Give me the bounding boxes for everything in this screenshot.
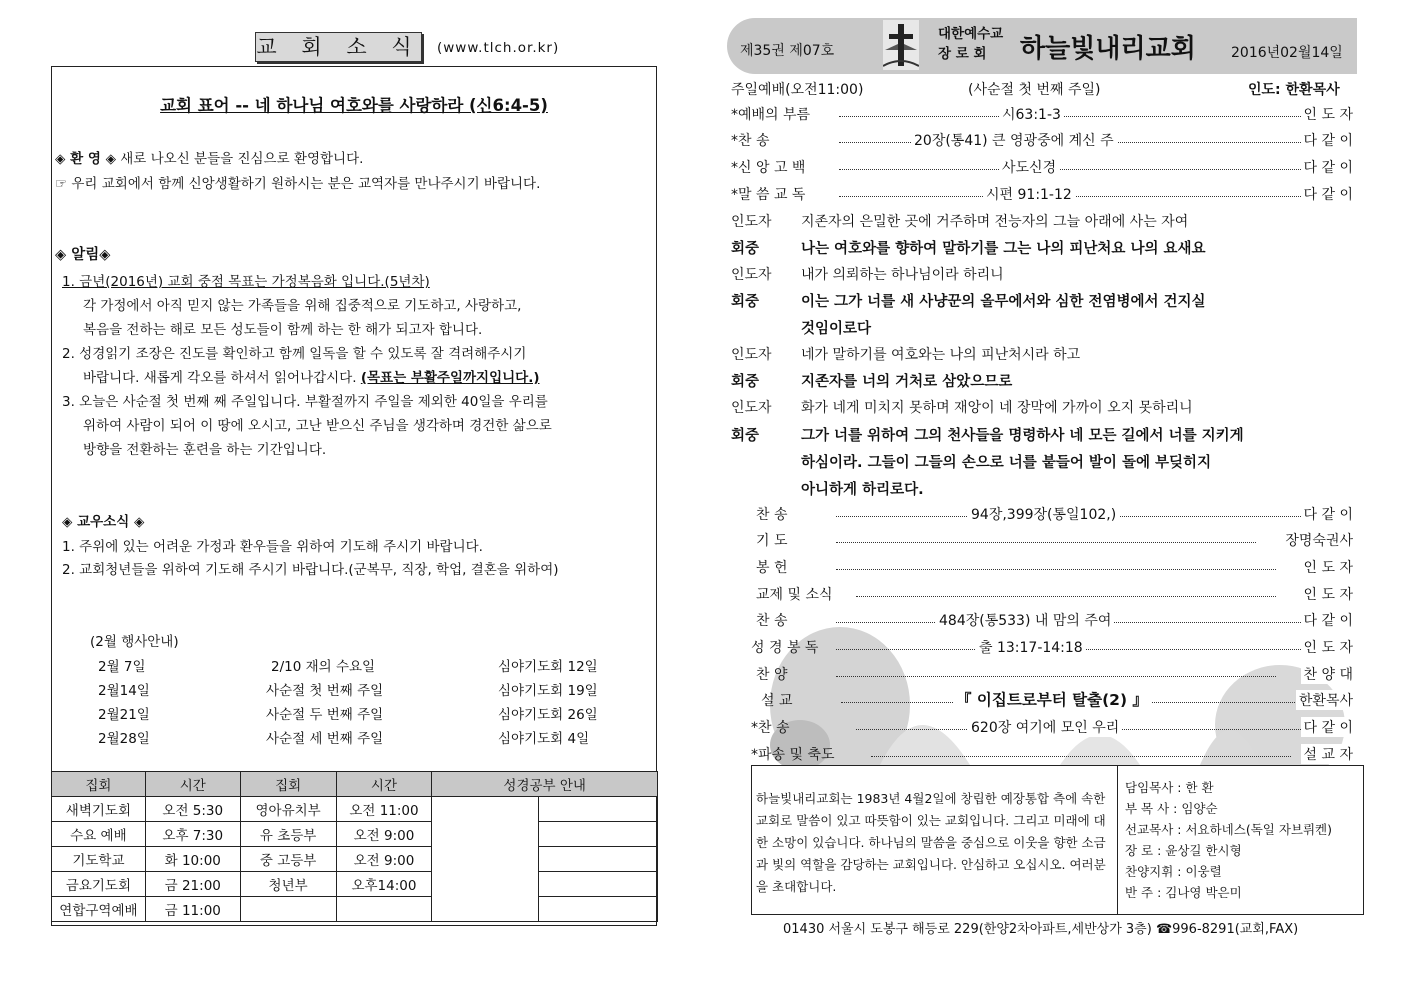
sermon-title: 『 이집트로부터 탈출(2) 』 [953, 688, 1151, 710]
notice-1a: 1. 금년(2016년) 교회 중점 목표는 가정복음화 입니다.(5년차) [62, 274, 430, 290]
worship-leader: 다 같 이 [1301, 184, 1353, 204]
notices-heading: ◈ 알림◈ [55, 247, 111, 263]
event-row [98, 727, 638, 747]
service-season: (사순절 첫 번째 주일) [968, 82, 1101, 98]
schedule-cell: 청년부 [240, 872, 336, 897]
worship-content: 20장(통41) 큰 영광중에 계신 주 [911, 130, 1117, 150]
newsletter-title: 교 회 소 식 [255, 32, 422, 62]
schedule-cell: 오전 11:00 [336, 797, 432, 822]
worship-item [731, 104, 1353, 128]
schedule-header: 집회 [52, 772, 146, 797]
event-name: 사순절 두 번째 주일 [266, 707, 384, 723]
event-prayer: 심야기도회 4일 [498, 731, 590, 747]
schedule-header: 시간 [145, 772, 240, 797]
welcome-line [55, 147, 363, 167]
staff-list [1125, 777, 1332, 903]
event-name: 사순절 세 번째 주일 [266, 731, 384, 747]
events-heading: (2월 행사안내) [90, 634, 179, 650]
members-item-1: 1. 주위에 있는 어려운 가정과 환우들을 위하여 기도해 주시기 바랍니다. [62, 539, 483, 555]
event-row [98, 655, 638, 675]
bulletin-date: 2016년02월14일 [1231, 45, 1343, 61]
schedule-cell: 새벽기도회 [52, 797, 146, 822]
schedule-cell: 화 10:00 [145, 847, 240, 872]
schedule-row [52, 797, 658, 822]
bible-study-cell [539, 872, 658, 897]
schedule-cell: 중 고등부 [240, 847, 336, 872]
event-name: 2/10 재의 수요일 [271, 659, 376, 675]
worship-item: 봉 헌 인 도 자 [731, 557, 1353, 581]
welcome-text: 새로 나오신 분들을 진심으로 환영합니다. [120, 151, 364, 167]
worship-leader: 다 같 이 [1301, 130, 1353, 150]
schedule-cell [336, 897, 432, 922]
worship-leader: 인 도 자 [1301, 104, 1353, 124]
meeting-schedule-table [51, 771, 658, 922]
notice-1b: 각 가정에서 아직 믿지 않는 가족들을 위해 집중적으로 기도하고, 사랑하고, [83, 298, 522, 314]
event-name: 사순절 첫 번째 주일 [266, 683, 384, 699]
worship-item [731, 184, 1353, 208]
worship-label: *말 씀 교 독 [731, 187, 806, 203]
worship-label: *예배의 부름 [731, 107, 811, 123]
schedule-cell: 연합구역예배 [52, 897, 146, 922]
bible-study-cell [539, 897, 658, 922]
welcome-heading: ◈ 환 영 ◈ [55, 151, 116, 167]
staff-item: 반 주 : 김나영 박은미 [1125, 885, 1242, 900]
notice-2a: 2. 성경읽기 조장은 진도를 확인하고 함께 일독을 할 수 있도록 잘 격려해주시기 [62, 346, 527, 362]
schedule-row [52, 872, 658, 897]
church-address: 01430 서울시 도봉구 해등로 229(한양2차아파트,세반상가 3층) ☎996-8291(교회,FAX) [783, 922, 1299, 937]
welcome-note: ☞ 우리 교회에서 함께 신앙생활하기 원하시는 분은 교역자를 만나주시기 바랍니다. [55, 176, 541, 192]
bible-study-cell [539, 847, 658, 872]
event-date: 2월21일 [98, 707, 150, 723]
event-prayer: 심야기도회 26일 [498, 707, 598, 723]
worship-content: 사도신경 [999, 157, 1059, 177]
schedule-cell: 금 21:00 [145, 872, 240, 897]
church-introduction: 하늘빛내리교회는 1983년 4월2일에 창립한 예장통합 측에 속한 교회로 말씀이 있고 따뜻함이 있는 교회입니다. 그리고 미래에 대한 소망이 있습니다. 하나님의 말씀을 중심으로 이웃을 향한 소금과 빛의 역할을 감당하는 교회입니다. 안심하고 오십시오. 여러분을 초대합니다. [756, 791, 1106, 894]
schedule-cell: 오전 9:00 [336, 847, 432, 872]
schedule-header: 시간 [336, 772, 432, 797]
worship-item: 찬 양 찬 양 대 [731, 664, 1353, 688]
worship-content: 시편 91:1-12 [983, 184, 1075, 204]
info-divider [1117, 765, 1118, 915]
schedule-row [52, 847, 658, 872]
schedule-header: 집회 [240, 772, 336, 797]
service-name: 주일예배(오전11:00) [731, 82, 864, 98]
worship-content: 시63:1-3 [999, 104, 1064, 124]
schedule-cell: 유 초등부 [240, 822, 336, 847]
schedule-cell: 수요 예배 [52, 822, 146, 847]
staff-item: 부 목 사 : 임양순 [1125, 801, 1218, 816]
church-name: 하늘빛내리교회 [1020, 34, 1196, 64]
worship-item: 찬 송 484장(통533) 내 맘의 주여 다 같 이 [731, 610, 1353, 634]
worship-label: *신 앙 고 백 [731, 160, 806, 176]
notice-3b: 위하여 사람이 되어 이 땅에 오시고, 고난 받으신 주님을 생각하며 경건한 삶으로 [83, 418, 552, 434]
staff-item: 담임목사 : 한 환 [1125, 780, 1214, 795]
schedule-header: 성경공부 안내 [432, 772, 658, 797]
worship-item: 설 교 『 이집트로부터 탈출(2) 』 한환목사 [731, 690, 1353, 714]
schedule-cell: 금 11:00 [145, 897, 240, 922]
schedule-cell: 금요기도회 [52, 872, 146, 897]
notice-3c: 방향을 전환하는 훈련을 하는 기간입니다. [83, 442, 327, 458]
bible-study-cell [432, 797, 539, 922]
notice-2b: 바랍니다. 새롭게 각오를 하셔서 읽어나갑시다. (목표는 부활주일까지입니다.) [83, 370, 540, 386]
service-leader: 인도: 한환목사 [1248, 82, 1340, 98]
staff-item: 장 로 : 윤상길 한시형 [1125, 843, 1242, 858]
worship-item [731, 130, 1353, 154]
worship-item: *파송 및 축도 설 교 자 [731, 744, 1353, 768]
schedule-cell: 영아유치부 [240, 797, 336, 822]
event-date: 2월 7일 [98, 659, 146, 675]
schedule-header-row [52, 772, 658, 797]
bible-study-cell [539, 797, 658, 822]
staff-item: 찬양지휘 : 이웅렬 [1125, 864, 1222, 879]
notice-1c: 복음을 전하는 해로 모든 성도들이 함께 하는 한 해가 되고자 합니다. [83, 322, 483, 338]
bible-study-cell [539, 822, 658, 847]
notice-2-goal: (목표는 부활주일까지입니다.) [360, 370, 540, 386]
schedule-row [52, 897, 658, 922]
worship-item: *찬 송 620장 여기에 모인 우리 다 같 이 [731, 717, 1353, 741]
event-date: 2월28일 [98, 731, 150, 747]
schedule-cell: 오전 9:00 [336, 822, 432, 847]
worship-item: 찬 송 94장,399장(통일102,) 다 같 이 [731, 504, 1353, 528]
event-prayer: 심야기도회 19일 [498, 683, 598, 699]
staff-item: 선교목사 : 서요하네스(독일 자브뤼켄) [1125, 822, 1333, 837]
worship-item [731, 157, 1353, 181]
worship-label: *찬 송 [731, 133, 770, 149]
schedule-cell: 오후14:00 [336, 872, 432, 897]
denomination: 대한예수교 장 로 회 [938, 26, 1004, 62]
event-prayer: 심야기도회 12일 [498, 659, 598, 675]
volume-number: 제35권 제07호 [740, 43, 835, 59]
schedule-cell: 오후 7:30 [145, 822, 240, 847]
schedule-cell: 오전 5:30 [145, 797, 240, 822]
event-date: 2월14일 [98, 683, 150, 699]
notice-3a: 3. 오늘은 사순절 첫 번째 째 주일입니다. 부활절까지 주일을 제외한 40일을 우리를 [62, 394, 548, 410]
schedule-row [52, 822, 658, 847]
worship-item: 교제 및 소식 인 도 자 [731, 584, 1353, 608]
worship-item: 기 도 장명숙권사 [731, 530, 1353, 554]
event-row [98, 703, 638, 723]
worship-item: 성 경 봉 독 출 13:17-14:18 인 도 자 [731, 637, 1353, 661]
church-logo-icon [883, 20, 919, 70]
church-motto: 교회 표어 -- 네 하나님 여호와를 사랑하라 (신6:4-5) [160, 96, 548, 115]
members-heading: ◈ 교우소식 ◈ [62, 514, 145, 530]
schedule-cell: 기도학교 [52, 847, 146, 872]
church-url[interactable]: (www.tlch.or.kr) [437, 40, 560, 56]
event-row [98, 679, 638, 699]
schedule-cell [240, 897, 336, 922]
worship-leader: 다 같 이 [1301, 157, 1353, 177]
members-item-2: 2. 교회청년들을 위하여 기도해 주시기 바랍니다.(군복무, 직장, 학업, 결혼을 위하여) [62, 562, 559, 578]
